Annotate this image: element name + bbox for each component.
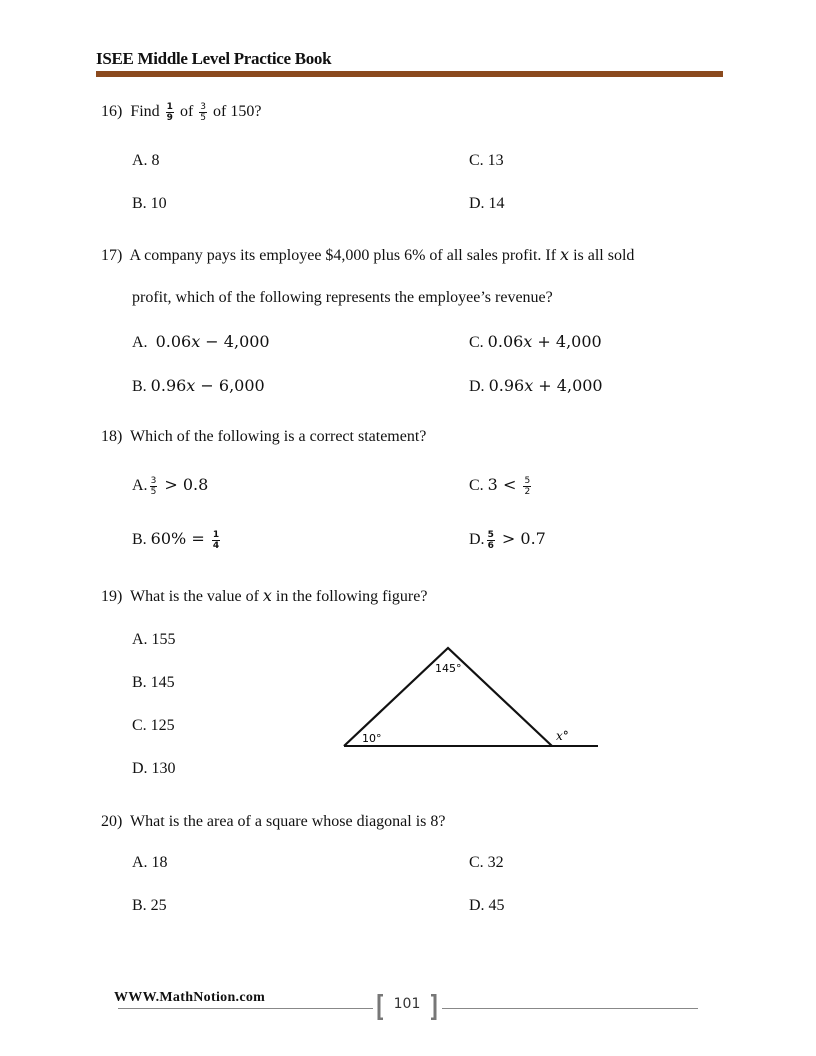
option-c: C. 3 < $\frac{5}{2}$ [469,475,531,497]
option-d: D. 0.96x + 4,000 [469,376,603,395]
option-b: B. 0.96x − 6,000 [132,376,265,395]
footer-rule [442,1008,698,1009]
question-text: in the following figure? [275,588,428,605]
header-rule [96,71,723,77]
question-text: A company pays its employee $4,000 plus 6% of all sales profit. If [129,247,557,264]
option-b: B. 145 [132,674,175,691]
question-number: 19) [101,588,123,605]
option-b: B. 60% = $\frac{1}{4}$ [132,529,220,551]
question-text: What is the area of a square whose diagonal is 8? [130,813,446,830]
option-d: D. 45 [469,897,505,914]
fraction: $\frac{1}{9}$ [166,101,173,123]
left-angle-label: 10° [362,732,382,745]
question-16 [101,101,261,123]
footer-rule [118,1008,373,1009]
option-c: C. 125 [132,717,175,734]
option-c: C. 13 [469,152,504,169]
question-number: 20) [101,813,123,830]
question-text: of 150? [213,103,262,120]
option-b: B. 25 [132,897,167,914]
option-d: D. $\frac{5}{6}$ > 0.7 [469,529,546,551]
question-number: 17) [101,247,123,264]
option-a: A. 155 [132,631,176,648]
option-d: D. 14 [469,195,505,212]
top-angle-label: 145° [435,662,462,675]
question-text: Find [130,103,160,120]
option-d: D. 130 [132,760,176,777]
fraction: $\frac{3}{5}$ [200,101,206,123]
option-a: A. 0.06x − 4,000 [132,332,270,351]
option-a: A. 8 [132,152,160,169]
math-variable: x [560,245,570,264]
question-18 [101,426,426,448]
footer-website: WWW.MathNotion.com [114,990,266,1005]
option-b: B. 10 [132,195,167,212]
question-17 [101,244,634,267]
question-text: is all sold [573,247,635,264]
option-c: C. 0.06x + 4,000 [469,332,602,351]
math-variable: x [262,586,272,605]
page-number: 101 [393,996,421,1012]
question-text: of [179,103,194,120]
question-number: 18) [101,428,123,445]
question-number: 16) [101,103,123,120]
exterior-angle-label: x° [556,729,569,743]
question-text: Which of the following is a correct statement? [130,428,427,445]
option-c: C. 32 [469,854,504,871]
question-text: What is the value of [130,588,259,605]
question-text-continued: profit, which of the following represents the employee’s revenue? [132,289,553,306]
option-a: A. 18 [132,854,168,871]
header-title: ISEE Middle Level Practice Book [96,49,332,68]
question-19 [101,585,427,608]
option-a: A. $\frac{3}{5}$ > 0.8 [132,475,209,497]
question-20 [101,811,445,833]
triangle-figure [338,640,602,754]
